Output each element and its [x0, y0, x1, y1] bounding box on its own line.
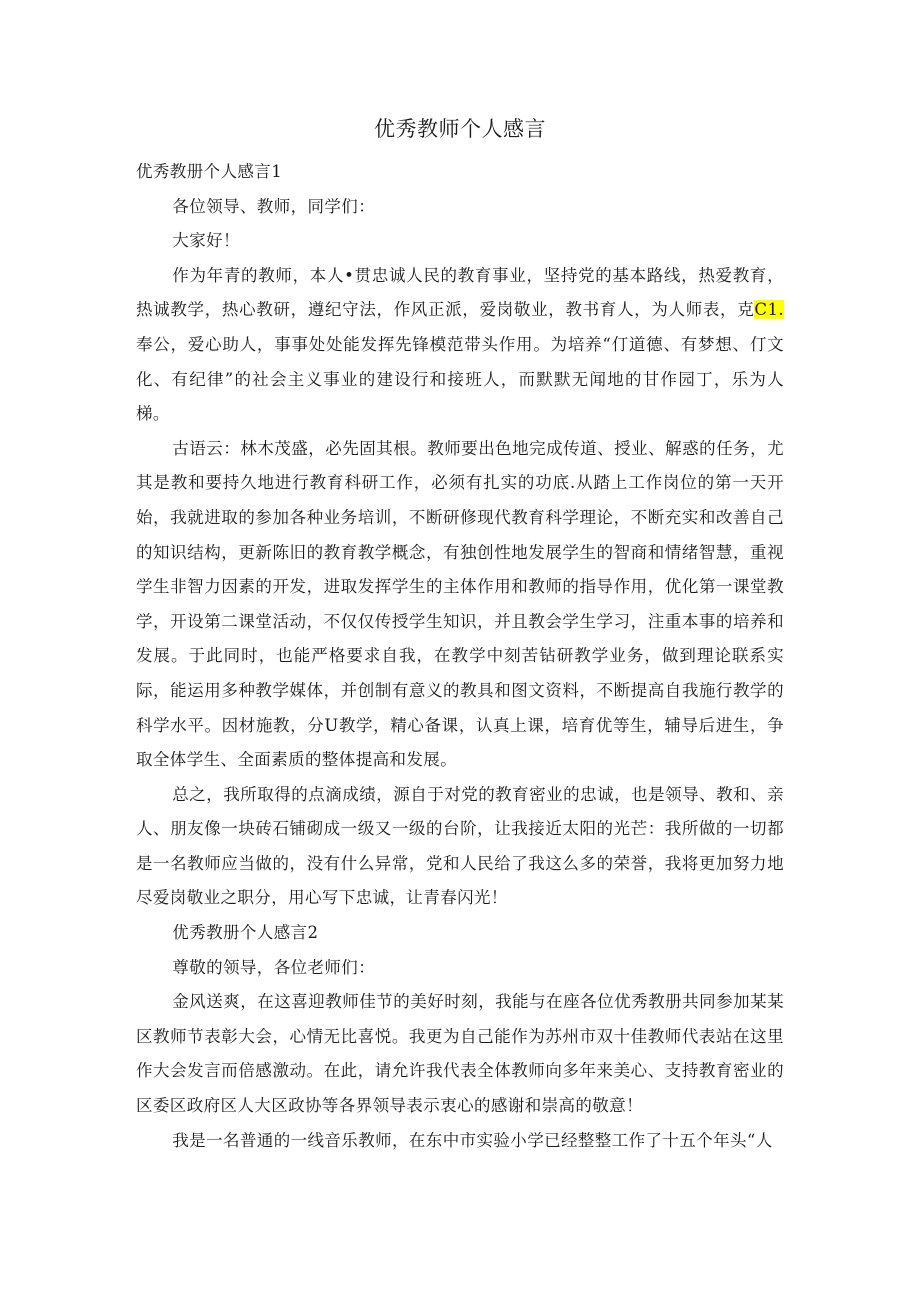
section2-heading: 优秀教册个人感言2 [172, 923, 319, 943]
document-body [136, 155, 784, 1158]
section1-greeting: 各位领导、教师，同学们： [172, 196, 376, 216]
highlighted-text: C1. [754, 300, 784, 320]
section1-paragraph-2: 古语云：林木茂盛，必先固其根。教师要出色地完成传道、授业、解惑的任务，尤其是教和要持久地进行教育科研工作，必须有扎实的功底.从踏上工作岗位的第一天开始，我就进取的参加各种业务培训，不断研修现代教育科学理论，不断充实和改善自己的知识结构，更新陈旧的教育教学概念，有独创性地发展学生的智商和情绪智慧，重视学生非智力因素的开发，进取发挥学生的主体作用和教师的指导作用，优化第一课堂教学，开设第二课堂活动，不仅仅传授学生知识，并且教会学生学习，注重本事的培养和发展。于此同时，也能严格要求自我，在教学中刻苦钻研教学业务，做到理论联系实际，能运用多种教学媒体，并创制有意义的教具和图文资料，不断提高自我施行教学的科学水平。因材施教，分U教学，精心备课，认真上课，培育优等生，辅导后进生，争取全体学生、全面素质的整体提高和发展。 [136, 438, 784, 770]
section2-paragraph-2: 我是一名普通的一线音乐教师，在东中市实验小学已经整整工作了十五个年头“人 [172, 1130, 773, 1150]
section2-paragraph-1: 金风送爽，在这喜迎教师佳节的美好时刻，我能与在座各位优秀教册共同参加某某区教师节表彰大会，心情无比喜悦。我更为自己能作为苏州市双十佳教师代表站在这里作大会发言而倍感激动。在此，请允许我代表全体教师向多年来美心、支持教育密业的区委区政府区人大区政协等各界领导表示衷心的感谢和崇高的敬意！ [136, 992, 784, 1116]
paragraph-text: 作为年青的教师，本人•贯忠诚人民的教育事业，坚持党的基本路线，热爱教育，热诚教学，热心教研，遵纪守法，作风正派，爱岗敬业，教书育人，为人师表，克 [136, 265, 784, 320]
section1-hello: 大家好！ [172, 231, 240, 251]
section1-paragraph-1 [136, 259, 784, 432]
section1-paragraph-3: 总之，我所取得的点滴成绩，源自于对党的教育密业的忠诚，也是领导、教和、亲人、朋友像一块砖石铺砌成一级又一级的台阶，让我接近太阳的光芒：我所做的一切都是一名教师应当做的，没有什么异常，党和人民给了我这么多的荣誉，我将更加努力地尽爱岗敬业之职分，用心写下忠诚，让青春闪光！ [136, 784, 784, 908]
document-title: 优秀教师个人感言 [374, 117, 546, 141]
paragraph-text: 奉公，爱心助人，事事处处能发挥先锋模范带头作用。为培养“仃道德、有梦想、仃文化、有纪律”的社会主义事业的建设行和接班人，而默默无闻地的甘作园丁，乐为人梯。 [136, 334, 784, 424]
section1-heading: 优秀教册个人感言1 [136, 162, 283, 181]
section2-greeting: 尊敬的领导，各位老师们： [172, 957, 376, 977]
